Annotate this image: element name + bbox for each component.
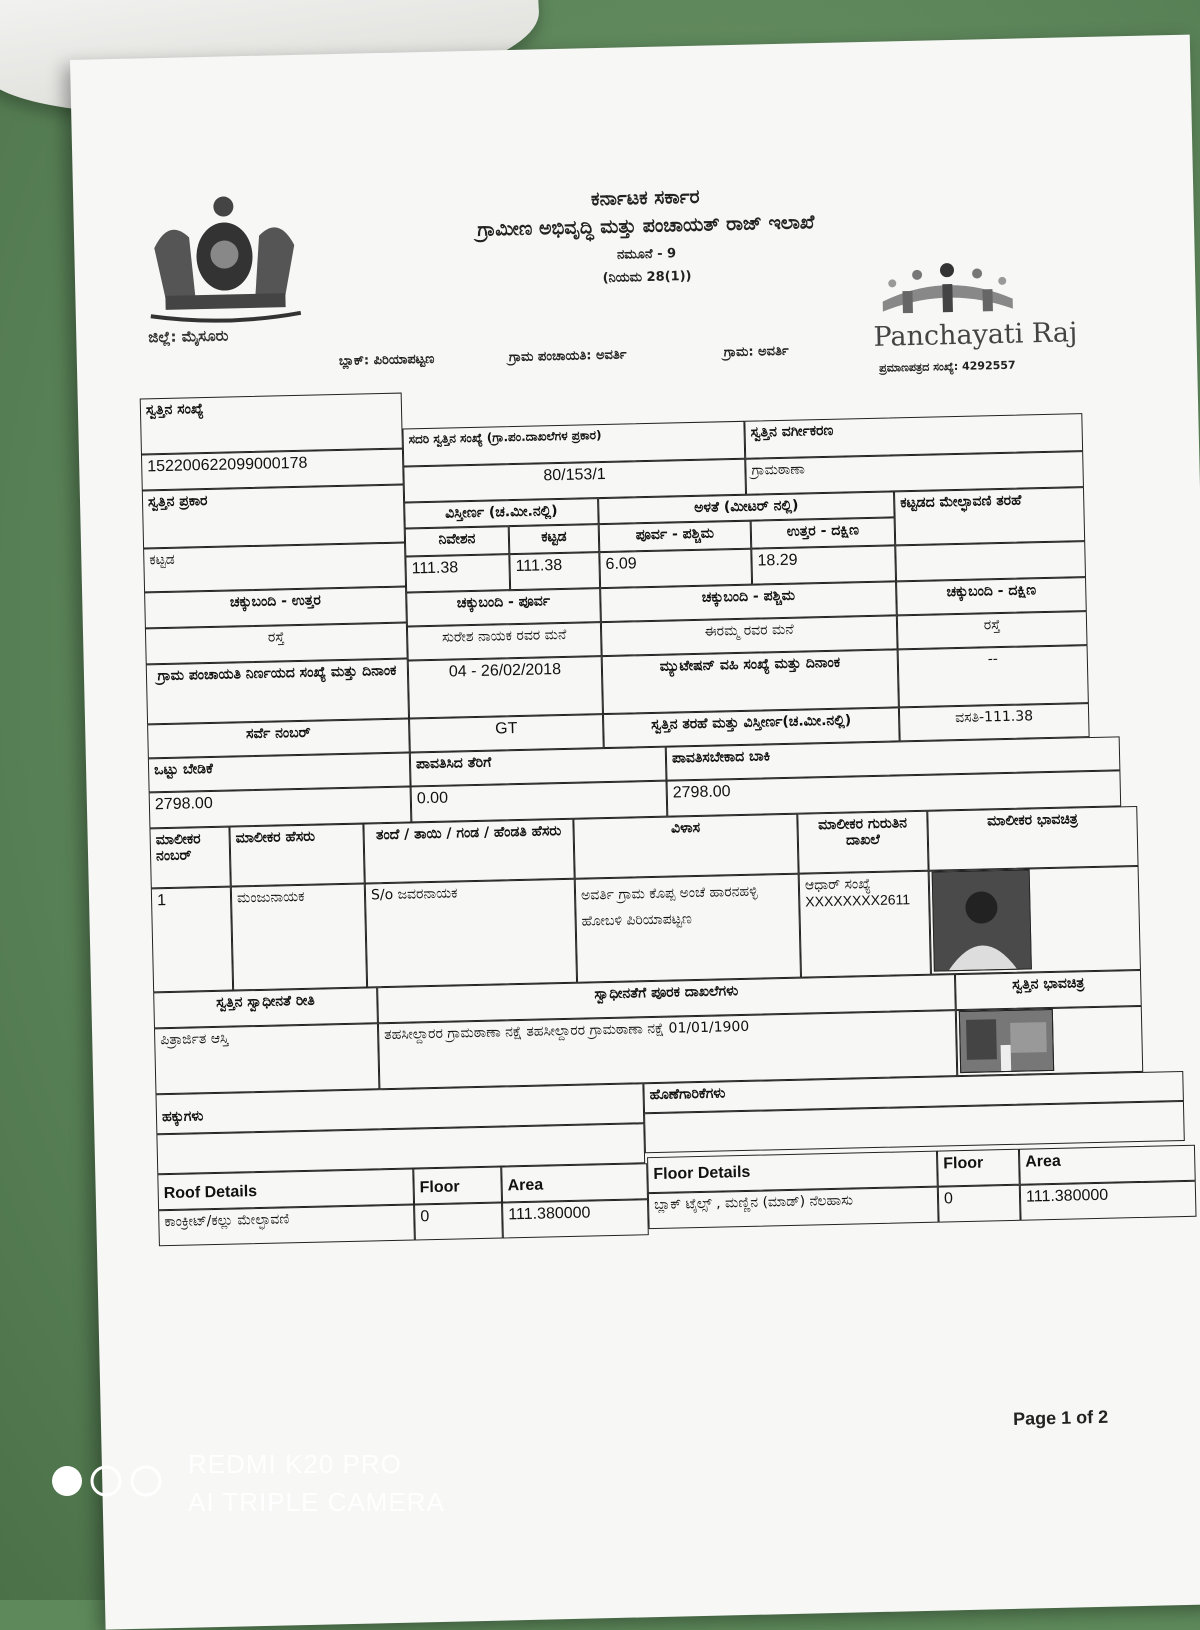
panchayati-raj-logo <box>872 258 1023 321</box>
area-label: ವಿಸ್ತೀರ್ಣ (ಚ.ಮೀ.ನಲ್ಲಿ) <box>404 498 599 528</box>
balance-due-label: ಪಾವತಿಸಬೇಕಾದ ಬಾಕಿ <box>666 736 1121 780</box>
roof-area-value: 111.380000 <box>502 1199 649 1238</box>
property-no-label: ಸ್ವತ್ತಿನ ಸಂಖ್ಯೆ <box>140 393 403 455</box>
south-boundary-value: ರಸ್ತೆ <box>897 611 1088 649</box>
watermark-line-1: REDMI K20 PRO <box>188 1449 402 1479</box>
east-west-value: 6.09 <box>599 549 752 588</box>
tax-paid-value: 0.00 <box>411 781 668 823</box>
east-west-label: ಪೂರ್ವ - ಪಶ್ಚಿಮ <box>599 521 752 552</box>
owner-name-value: ಮಂಜುನಾಯಕ <box>231 884 367 991</box>
property-type-value: ಕಟ್ಟಡ <box>143 543 406 593</box>
south-boundary-label: ಚಕ್ಕುಬಂದಿ - ದಕ್ಷಿಣ <box>896 577 1087 615</box>
total-demand-label: ಒಟ್ಟು ಬೇಡಿಕೆ <box>148 752 411 792</box>
property-type-label: ಸ್ವತ್ತಿನ ಪ್ರಕಾರ <box>142 485 405 549</box>
owner-name-label: ಮಾಲೀಕರ ಹೆಸರು <box>229 824 364 887</box>
roof-floor-value: 0 <box>414 1202 503 1240</box>
site-label: ನಿವೇಶನ <box>405 526 510 556</box>
document-sheet <box>70 35 1200 1630</box>
page-number: Page 1 of 2 <box>1012 1406 1109 1429</box>
owner-id-value <box>799 871 931 978</box>
west-boundary-label: ಚಕ್ಕುಬಂದಿ - ಪಶ್ಚಿಮ <box>600 581 897 622</box>
floor-details-label: Floor Details <box>647 1151 938 1194</box>
district-label: ಜಿಲ್ಲೆ: ಮೈಸೂರು <box>148 326 229 347</box>
classification-value: ಗ್ರಾಮಠಾಣಾ <box>745 451 1084 495</box>
acquisition-docs-value: ತಹಸೀಲ್ದಾರರ ಗ್ರಾಮಠಾಣಾ ನಕ್ಷೆ ತಹಸೀಲ್ದಾರರ ಗ್ರಾಮಠಾಣಾ ನಕ್ಷೆ 01/01/1900 <box>378 1010 957 1089</box>
balance-due-value: 2798.00 <box>667 770 1122 816</box>
roof-type-label: ಕಟ್ಟಡದ ಮೇಲ್ಛಾವಣಿ ತರಹೆ <box>894 487 1085 545</box>
roof-floor-label: Floor <box>413 1167 502 1205</box>
address-label: ವಿಳಾಸ <box>573 814 798 879</box>
roof-details-value: ಕಾಂಕ್ರೀಟ್/ಕಲ್ಲು ಮೇಲ್ಛಾವಣಿ <box>158 1204 415 1246</box>
floor-area-value: 111.380000 <box>1020 1181 1197 1221</box>
property-photo <box>959 1009 1054 1073</box>
mutation-value: -- <box>898 645 1089 707</box>
floor-area-label: Area <box>1019 1145 1196 1185</box>
village-label: ಗ್ರಾಮ: ಅವರ್ತಿ <box>723 343 789 361</box>
relation-name-value: S/o ಜವರನಾಯಕ <box>365 879 577 988</box>
acquisition-mode-label: ಸ್ವತ್ತಿನ ಸ್ವಾಧೀನತೆ ರೀತಿ <box>153 987 378 1028</box>
resolution-value: 04 - 26/02/2018 <box>408 656 603 718</box>
survey-no-value: GT <box>409 714 604 752</box>
rights-label: ಹಕ್ಕುಗಳು <box>155 1083 644 1134</box>
owner-id-label: ಮಾಲೀಕರ ಗುರುತಿನ ದಾಖಲೆ <box>797 811 928 874</box>
east-boundary-value: ಸುರೇಶ ನಾಯಕ ರವರ ಮನೆ <box>407 622 602 660</box>
north-south-value: 18.29 <box>751 545 896 584</box>
acquisition-mode-value: ಪಿತ್ರಾರ್ಜಿತ ಆಸ್ತಿ <box>154 1023 379 1094</box>
gov-title: ಕರ್ನಾಟಕ ಸರ್ಕಾರ <box>590 185 700 211</box>
watermark-line-2: AI TRIPLE CAMERA <box>188 1487 445 1517</box>
north-boundary-value: ರಸ್ತೆ <box>145 623 408 665</box>
building-area-value: 111.38 <box>509 552 600 590</box>
floor-floor-label: Floor <box>937 1149 1020 1187</box>
rule-number: (ನಿಯಮ 28(1)) <box>602 268 692 286</box>
watermark-text <box>188 1445 445 1521</box>
id-type: ಆಧಾರ್ ಸಂಖ್ಯೆ <box>804 876 872 894</box>
old-property-no-label: ಸದರಿ ಸ್ವತ್ತಿನ ಸಂಖ್ಯೆ (ಗ್ರಾ.ಪಂ.ದಾಖಲೆಗಳ ಪ್ರಕಾರ) <box>402 421 745 467</box>
dimension-label: ಅಳತೆ (ಮೀಟರ್ ನಲ್ಲಿ) <box>598 491 895 524</box>
owner-number-value: 1 <box>151 887 233 993</box>
owner-photo-label: ಮಾಲೀಕರ ಭಾವಚಿತ್ರ <box>927 806 1138 871</box>
mutation-label: ಮ್ಯುಟೇಷನ್ ವಹಿ ಸಂಖ್ಯೆ ಮತ್ತು ದಿನಾಂಕ <box>602 649 899 714</box>
site-area-value: 111.38 <box>405 554 510 592</box>
address-value: ಅವರ್ತಿ ಗ್ರಾಮ ಕೊಪ್ಪ ಅಂಚೆ ಹಾರನಹಳ್ಳಿ ಹೋಬಳಿ ಪಿರಿಯಾಪಟ್ಟಣ <box>575 874 801 983</box>
total-demand-value: 2798.00 <box>149 786 412 828</box>
owner-photo <box>932 869 1032 971</box>
property-photo-cell <box>956 1006 1143 1076</box>
building-label: ಕಟ್ಟಡ <box>509 524 600 554</box>
property-no-value: 152200622099000178 <box>141 449 404 491</box>
panchayati-raj-text: Panchayati Raj <box>873 317 1078 353</box>
relation-name-label: ತಂದೆ / ತಾಯಿ / ಗಂಡ / ಹೆಂಡತಿ ಹೆಸರು <box>363 819 574 884</box>
block-label: ಬ್ಲಾಕ್: ಪಿರಿಯಾಪಟ್ಟಣ <box>338 351 435 369</box>
roof-details-label: Roof Details <box>157 1168 414 1210</box>
liabilities-label: ಹೊಣೆಗಾರಿಕೆಗಳು <box>643 1071 1184 1113</box>
old-property-no-value: 80/153/1 <box>403 459 746 503</box>
owner-photo-cell <box>929 866 1141 975</box>
gram-panchayat-label: ಗ್ರಾಮ ಪಂಚಾಯತಿ: ಅವರ್ತಿ <box>508 347 627 366</box>
owner-number-label: ಮಾಲೀಕರ ನಂಬರ್ <box>149 827 230 889</box>
property-kind-label: ಸ್ವತ್ತಿನ ತರಹೆ ಮತ್ತು ವಿಸ್ತೀರ್ಣ(ಚ.ಮೀ.ನಲ್ಲಿ) <box>603 707 900 748</box>
east-boundary-label: ಚಕ್ಕುಬಂದಿ - ಪೂರ್ವ <box>406 588 601 626</box>
tax-paid-label: ಪಾವತಿಸಿದ ತೆರಿಗೆ <box>410 747 667 787</box>
certificate-number: ಪ್ರಮಾಣಪತ್ರದ ಸಂಖ್ಯೆ: 4292557 <box>879 358 1016 375</box>
floor-details-value: ಬ್ಲಾಕ್ ಟೈಲ್ಸ್ , ಮಣ್ಣಿನ (ಮಾಡ್) ನೆಲಹಾಸು <box>648 1187 939 1230</box>
camera-dots-icon <box>50 1463 170 1499</box>
department-title: ಗ್ರಾಮೀಣ ಅಭಿವೃದ್ಧಿ ಮತ್ತು ಪಂಚಾಯತ್ ರಾಜ್ ಇಲಾಖೆ <box>477 211 815 241</box>
acquisition-docs-label: ಸ್ವಾಧೀನತೆಗೆ ಪೂರಕ ದಾಖಲೆಗಳು <box>377 974 956 1023</box>
property-kind-value: ವಸತಿ-111.38 <box>899 703 1090 741</box>
property-photo-label: ಸ್ವತ್ತಿನ ಭಾವಚಿತ್ರ <box>955 970 1142 1010</box>
form-9-page <box>133 76 1166 1578</box>
floor-floor-value: 0 <box>938 1185 1021 1223</box>
id-number: XXXXXXXX2611 <box>805 891 911 910</box>
north-boundary-label: ಚಕ್ಕುಬಂದಿ - ಉತ್ತರ <box>144 587 407 629</box>
form-number: ನಮೂನೆ - 9 <box>616 246 677 263</box>
roof-area-label: Area <box>501 1163 648 1202</box>
survey-no-label: ಸರ್ವೆ ನಂಬರ್ <box>147 718 410 758</box>
west-boundary-value: ಈರಮ್ಮ ರವರ ಮನೆ <box>601 615 898 656</box>
resolution-label: ಗ್ರಾಮ ಪಂಚಾಯತಿ ನಿರ್ಣಯದ ಸಂಖ್ಯೆ ಮತ್ತು ದಿನಾಂಕ <box>146 658 409 724</box>
karnataka-emblem <box>143 185 306 329</box>
roof-type-value <box>895 541 1086 581</box>
classification-label: ಸ್ವತ್ತಿನ ವರ್ಗೀಕರಣ <box>744 413 1083 459</box>
north-south-label: ಉತ್ತರ - ದಕ್ಷಿಣ <box>751 517 896 548</box>
